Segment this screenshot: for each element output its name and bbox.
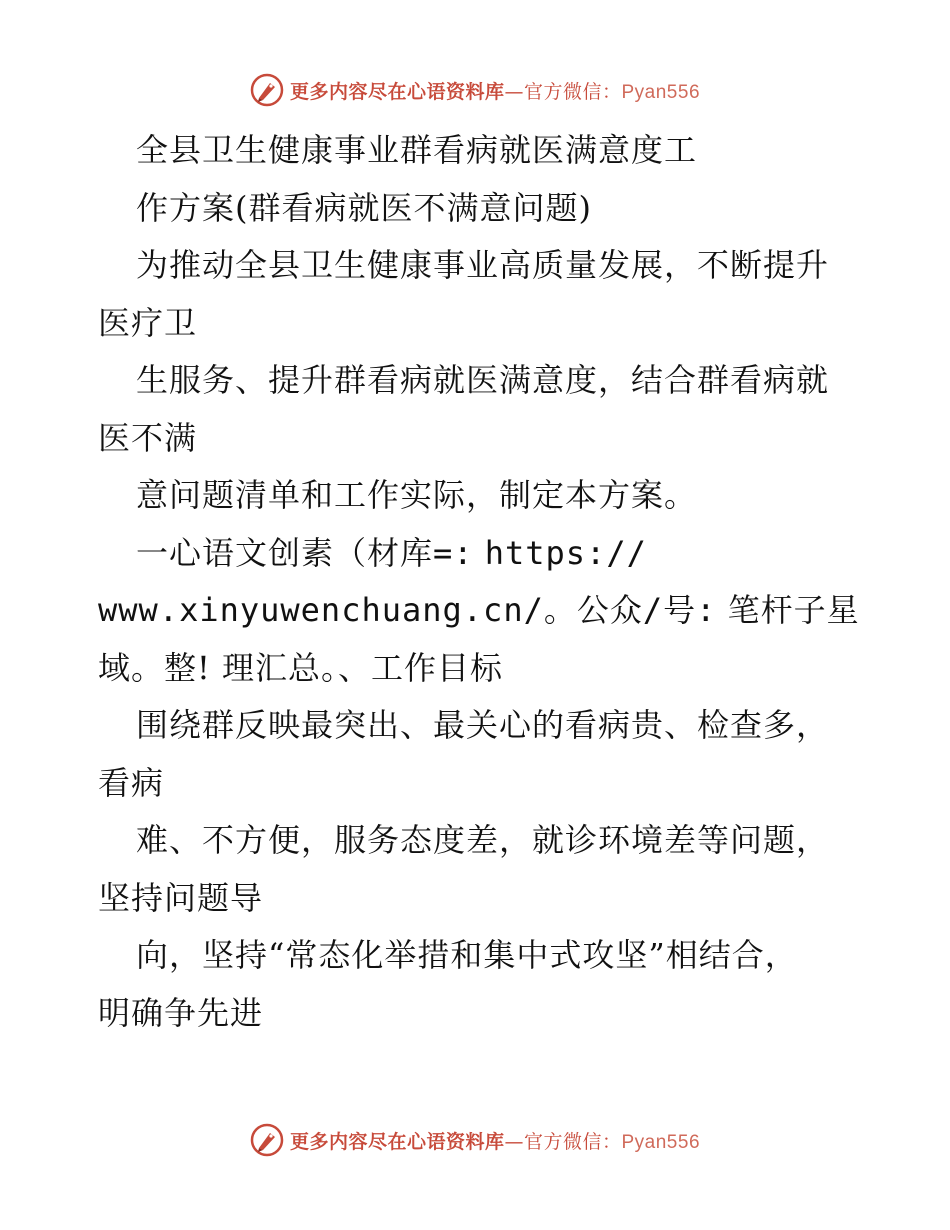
pen-nib-icon — [250, 1123, 284, 1157]
footer-banner — [0, 1120, 950, 1160]
banner-wechat-label: 官方微信： — [523, 1130, 622, 1153]
banner-lead: 更多内容尽在心语资料库 — [289, 80, 505, 103]
header-banner — [0, 70, 950, 110]
banner-account: Pyan556 — [621, 1131, 701, 1153]
banner-account: Pyan556 — [621, 81, 701, 103]
text-line: 难、不方便，服务态度差，就诊环境差等问题， — [136, 821, 830, 859]
banner-text — [290, 77, 700, 104]
text-line: 围绕群反映最突出、最关心的看病贵、检查多， — [136, 706, 830, 744]
text-line: 医不满 — [98, 418, 198, 457]
text-line: 作方案(群看病就医不满意问题) — [136, 188, 592, 227]
banner-text — [290, 1127, 700, 1154]
text-line: 明确争先进 — [98, 993, 264, 1032]
text-line: www.xinyuwenchuang.cn/。公众/号: 笔杆子星 — [98, 591, 860, 629]
banner-separator: — — [504, 1130, 524, 1153]
url-fragment: : — [696, 591, 717, 629]
url-fragment: =: — [433, 533, 474, 572]
banner-wechat-label: 官方微信： — [523, 80, 622, 103]
text-line: 医疗卫 — [98, 303, 198, 342]
text-line: 一心语文创素（材库=: https:// — [136, 533, 647, 572]
url-fragment: / — [642, 591, 664, 629]
text-line: 域。整! 理汇总。、工作目标 — [98, 648, 504, 687]
url-fragment: www.xinyuwenchuang.cn/ — [98, 591, 544, 629]
banner-separator: — — [504, 80, 524, 103]
text-line: 看病 — [98, 763, 165, 802]
text-line: 生服务、提升群看病就医满意度，结合群看病就 — [136, 361, 830, 399]
text-line: 向，坚持“常态化举措和集中式攻坚”相结合， — [136, 936, 798, 974]
document-body — [98, 122, 858, 1042]
text-line: 坚持问题导 — [98, 878, 264, 917]
pen-nib-icon — [250, 73, 284, 107]
url-fragment: https:// — [484, 533, 647, 572]
text-line: 全县卫生健康事业群看病就医满意度工 — [136, 131, 698, 169]
text-line: 为推动全县卫生健康事业高质量发展，不断提升 — [136, 246, 830, 284]
banner-lead: 更多内容尽在心语资料库 — [289, 1130, 505, 1153]
text-line: 意问题清单和工作实际，制定本方案。 — [136, 476, 698, 514]
